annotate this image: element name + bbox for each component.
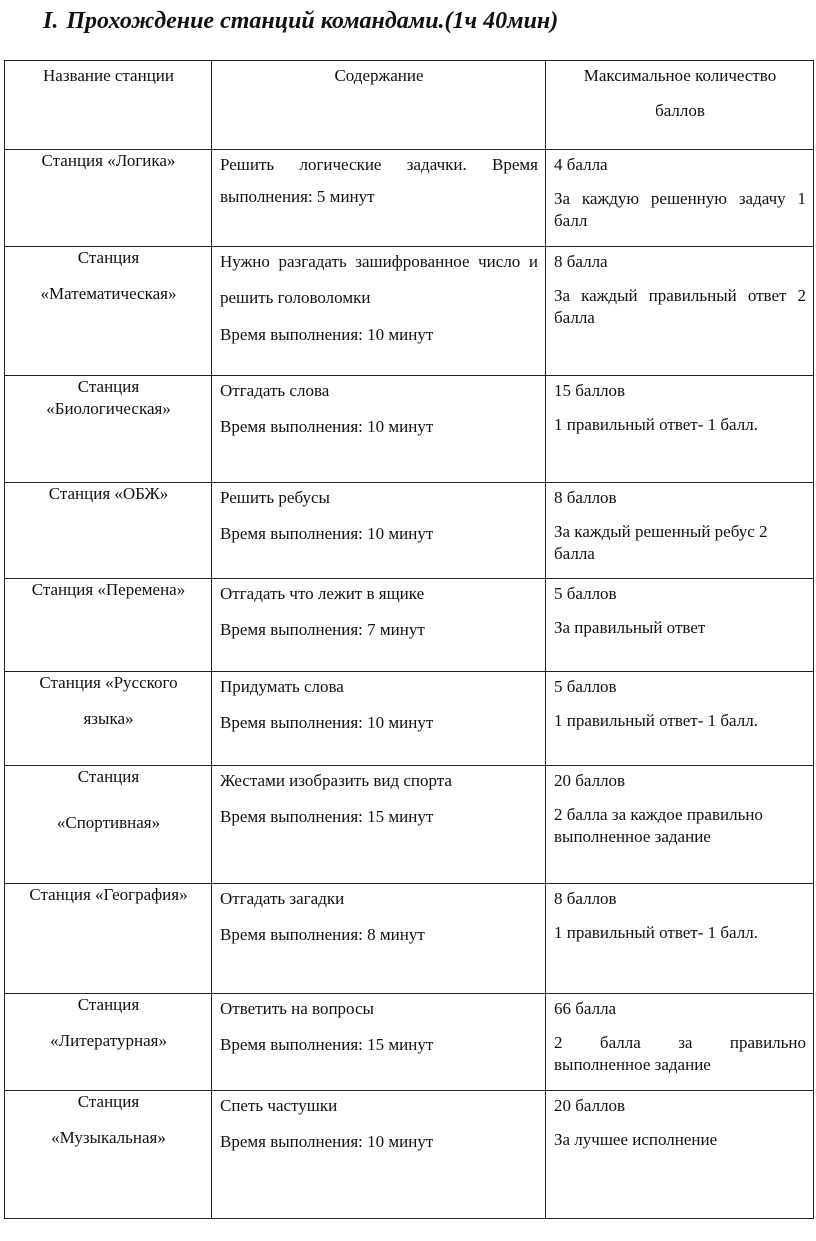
station-points-note: За лучшее исполнение bbox=[554, 1130, 718, 1149]
station-points-note: За каждую решенную задачу 1 балл bbox=[554, 189, 806, 230]
station-time: Время выполнения: 7 минут bbox=[220, 620, 425, 639]
station-name-cell bbox=[5, 579, 212, 672]
station-name-cell bbox=[5, 247, 212, 376]
table-row bbox=[5, 1091, 814, 1219]
station-time: Время выполнения: 8 минут bbox=[220, 925, 425, 944]
station-name-cell bbox=[5, 884, 212, 994]
station-task: Отгадать загадки bbox=[220, 889, 345, 908]
station-task: Нужно разгадать зашифрованное число и решить головоломки bbox=[220, 252, 538, 307]
station-name: Станция bbox=[77, 377, 140, 396]
station-name: «Спортивная» bbox=[56, 813, 161, 832]
station-task: Решить ребусы bbox=[220, 488, 330, 507]
station-name: языка» bbox=[83, 709, 134, 728]
station-points-cell bbox=[546, 766, 814, 884]
station-points-cell bbox=[546, 376, 814, 483]
station-points-cell bbox=[546, 247, 814, 376]
station-points: 66 балла bbox=[554, 999, 617, 1018]
station-time: Время выполнения: 10 минут bbox=[220, 417, 434, 436]
header-max-points: Максимальное количество баллов bbox=[546, 61, 814, 150]
station-content-cell bbox=[212, 884, 546, 994]
station-time: Время выполнения: 10 минут bbox=[220, 524, 434, 543]
station-name: «Математическая» bbox=[40, 284, 177, 303]
station-time: Время выполнения: 15 минут bbox=[220, 807, 434, 826]
station-name-cell bbox=[5, 150, 212, 247]
station-points: 20 баллов bbox=[554, 771, 626, 790]
table-row bbox=[5, 672, 814, 766]
station-content-cell bbox=[212, 994, 546, 1091]
station-name: Станция «География» bbox=[29, 885, 188, 904]
station-task: Отгадать что лежит в ящике bbox=[220, 584, 425, 603]
station-name-cell bbox=[5, 766, 212, 884]
station-task: Жестами изобразить вид спорта bbox=[220, 771, 452, 790]
station-name: Станция «Русского bbox=[39, 673, 178, 692]
station-points: 20 баллов bbox=[554, 1096, 626, 1115]
station-points-note: 2 балла за правильно выполненное задание bbox=[554, 1033, 806, 1074]
station-points: 8 баллов bbox=[554, 488, 617, 507]
station-points: 5 баллов bbox=[554, 677, 617, 696]
station-points-note: 1 правильный ответ- 1 балл. bbox=[554, 923, 758, 942]
station-name: Станция «Перемена» bbox=[31, 580, 186, 599]
station-name: Станция bbox=[77, 767, 140, 786]
table-row bbox=[5, 483, 814, 579]
station-task: Придумать слова bbox=[220, 677, 344, 696]
table-row bbox=[5, 884, 814, 994]
station-points-note: 2 балла за каждое правильно выполненное задание bbox=[554, 805, 763, 846]
station-content-cell bbox=[212, 247, 546, 376]
station-points-cell bbox=[546, 884, 814, 994]
station-points-note: За каждый решенный ребус 2 балла bbox=[554, 522, 768, 563]
table-row bbox=[5, 150, 814, 247]
station-name-cell bbox=[5, 483, 212, 579]
station-name-cell bbox=[5, 672, 212, 766]
station-points-note: 1 правильный ответ- 1 балл. bbox=[554, 711, 758, 730]
station-points-cell bbox=[546, 672, 814, 766]
station-points: 5 баллов bbox=[554, 584, 617, 603]
station-content-cell bbox=[212, 150, 546, 247]
station-time: Время выполнения: 10 минут bbox=[220, 325, 434, 344]
station-name: «Музыкальная» bbox=[51, 1128, 166, 1147]
station-content-cell bbox=[212, 1091, 546, 1219]
station-task: Отгадать слова bbox=[220, 381, 330, 400]
stations-table bbox=[4, 60, 814, 1219]
station-points: 8 баллов bbox=[554, 889, 617, 908]
station-points-cell bbox=[546, 1091, 814, 1219]
station-time: Время выполнения: 15 минут bbox=[220, 1035, 434, 1054]
station-points-cell bbox=[546, 150, 814, 247]
table-row bbox=[5, 579, 814, 672]
station-name-cell bbox=[5, 994, 212, 1091]
station-name: Станция bbox=[77, 248, 140, 267]
station-task: Спеть частушки bbox=[220, 1096, 338, 1115]
header-content: Содержание bbox=[212, 61, 546, 150]
station-points-cell bbox=[546, 483, 814, 579]
station-name: Станция bbox=[77, 995, 140, 1014]
station-points-cell bbox=[546, 579, 814, 672]
heading-number: I. bbox=[43, 8, 59, 34]
table-row bbox=[5, 247, 814, 376]
table-row bbox=[5, 376, 814, 483]
station-name: Станция «Логика» bbox=[41, 151, 176, 170]
table-row bbox=[5, 766, 814, 884]
station-content-cell bbox=[212, 766, 546, 884]
header-station: Название станции bbox=[5, 61, 212, 150]
station-name: «Литературная» bbox=[50, 1031, 167, 1050]
station-points-note: За каждый правильный ответ 2 балла bbox=[554, 286, 806, 327]
station-name-cell bbox=[5, 376, 212, 483]
station-points-note: За правильный ответ bbox=[554, 618, 706, 637]
station-points: 4 балла bbox=[554, 155, 608, 174]
station-task: Решить логические задачки. Время выполнения: 5 минут bbox=[220, 155, 538, 206]
table-row bbox=[5, 994, 814, 1091]
station-points: 8 балла bbox=[554, 252, 608, 271]
station-task: Ответить на вопросы bbox=[220, 999, 374, 1018]
station-name: Станция «ОБЖ» bbox=[48, 484, 169, 503]
station-points: 15 баллов bbox=[554, 381, 626, 400]
heading-title: Прохождение станций командами.(1ч 40мин) bbox=[66, 8, 559, 34]
station-content-cell bbox=[212, 672, 546, 766]
station-time: Время выполнения: 10 минут bbox=[220, 1132, 434, 1151]
station-points-note: 1 правильный ответ- 1 балл. bbox=[554, 415, 758, 434]
station-content-cell bbox=[212, 376, 546, 483]
station-name: Станция bbox=[77, 1092, 140, 1111]
page-heading bbox=[43, 8, 558, 35]
station-name-cell bbox=[5, 1091, 212, 1219]
table-header-row bbox=[5, 61, 814, 150]
station-points-cell bbox=[546, 994, 814, 1091]
station-content-cell bbox=[212, 483, 546, 579]
station-content-cell bbox=[212, 579, 546, 672]
station-time: Время выполнения: 10 минут bbox=[220, 713, 434, 732]
station-name: «Биологическая» bbox=[46, 399, 171, 418]
